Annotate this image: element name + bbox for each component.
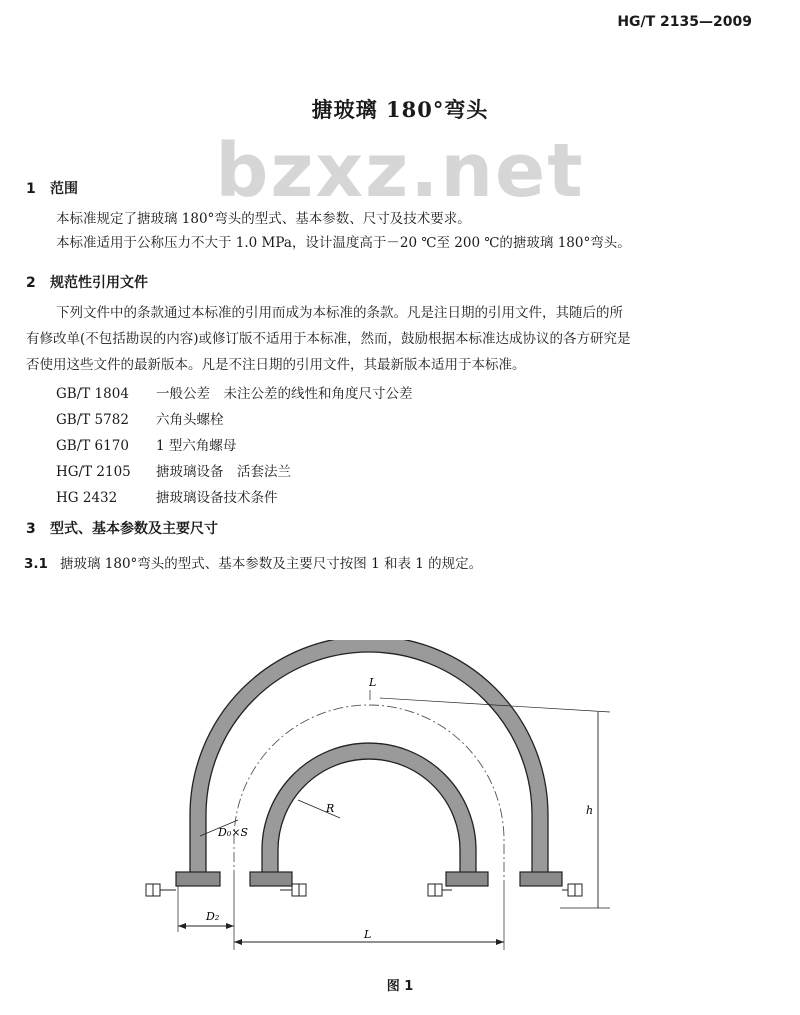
- bolt-right-outer: [562, 884, 582, 896]
- dim-L-label: L: [364, 928, 372, 941]
- reference-title: 1 型六角螺母: [156, 438, 237, 454]
- section-title: 范围: [50, 181, 78, 197]
- bend-inner-wall: [262, 743, 476, 875]
- reference-code: GB/T 6170: [56, 438, 129, 454]
- normative-intro-line-3: 否使用这些文件的最新版本。凡是不注日期的引用文件，其最新版本适用于本标准。: [26, 357, 526, 373]
- section-1-heading: [26, 178, 78, 198]
- section-number: 1: [26, 181, 36, 197]
- label-D0S: D₀×S: [218, 826, 248, 839]
- section-2-heading: [26, 272, 148, 292]
- normative-intro-line-1: 下列文件中的条款通过本标准的引用而成为本标准的条款。凡是注日期的引用文件，其随后的所: [56, 305, 623, 321]
- label-R: R: [326, 802, 335, 815]
- clause-3-1: [24, 553, 482, 575]
- reference-title: 搪玻璃设备技术条件: [156, 490, 278, 506]
- dim-h-label: h: [586, 804, 594, 817]
- normative-intro-line-2: 有修改单(不包括勘误的内容)或修订版不适用于本标准，然而，鼓励根据本标准达成协议的各方研究是: [26, 331, 631, 347]
- flange-left-inner: [250, 872, 292, 886]
- bolt-left-outer: [146, 884, 176, 896]
- section-title: 规范性引用文件: [50, 275, 148, 291]
- reference-title: 六角头螺栓: [156, 412, 224, 428]
- figure-caption: 图 1: [386, 979, 414, 994]
- section-title: 型式、基本参数及主要尺寸: [50, 521, 218, 537]
- scope-paragraph-2: 本标准适用于公称压力不大于 1.0 MPa，设计温度高于－20 ℃至 200 ℃的搪玻璃 180°弯头。: [56, 235, 631, 251]
- reference-title: 一般公差 未注公差的线性和角度尺寸公差: [156, 386, 413, 402]
- section-3-heading: [26, 518, 218, 538]
- reference-item: [56, 382, 413, 402]
- reference-item: [56, 434, 236, 454]
- scope-paragraph-1: 本标准规定了搪玻璃 180°弯头的型式、基本参数、尺寸及技术要求。: [56, 211, 471, 227]
- section-number: 3: [26, 521, 36, 537]
- reference-code: GB/T 1804: [56, 386, 129, 402]
- clause-number: 3.1: [24, 556, 48, 572]
- flange-right-inner: [446, 872, 488, 886]
- watermark: bzxz.net: [215, 128, 585, 214]
- section-number: 2: [26, 275, 36, 291]
- dim-D2-label: D₂: [206, 910, 220, 923]
- reference-code: HG/T 2105: [56, 464, 131, 480]
- reference-item: [56, 460, 291, 480]
- page-title: 搪玻璃 180°弯头: [311, 97, 489, 122]
- flange-right-outer: [520, 872, 562, 886]
- reference-title: 搪玻璃设备 活套法兰: [156, 464, 291, 480]
- reference-item: [56, 486, 278, 506]
- dim-L-top-label: L: [369, 676, 377, 689]
- reference-code: GB/T 5782: [56, 412, 129, 428]
- reference-item: [56, 408, 224, 428]
- figure-1-drawing: [0, 640, 800, 960]
- clause-text: 搪玻璃 180°弯头的型式、基本参数及主要尺寸按图 1 和表 1 的规定。: [60, 556, 483, 572]
- standard-code: HG/T 2135—2009: [617, 14, 752, 30]
- reference-code: HG 2432: [56, 490, 118, 506]
- flange-left-outer: [176, 872, 220, 886]
